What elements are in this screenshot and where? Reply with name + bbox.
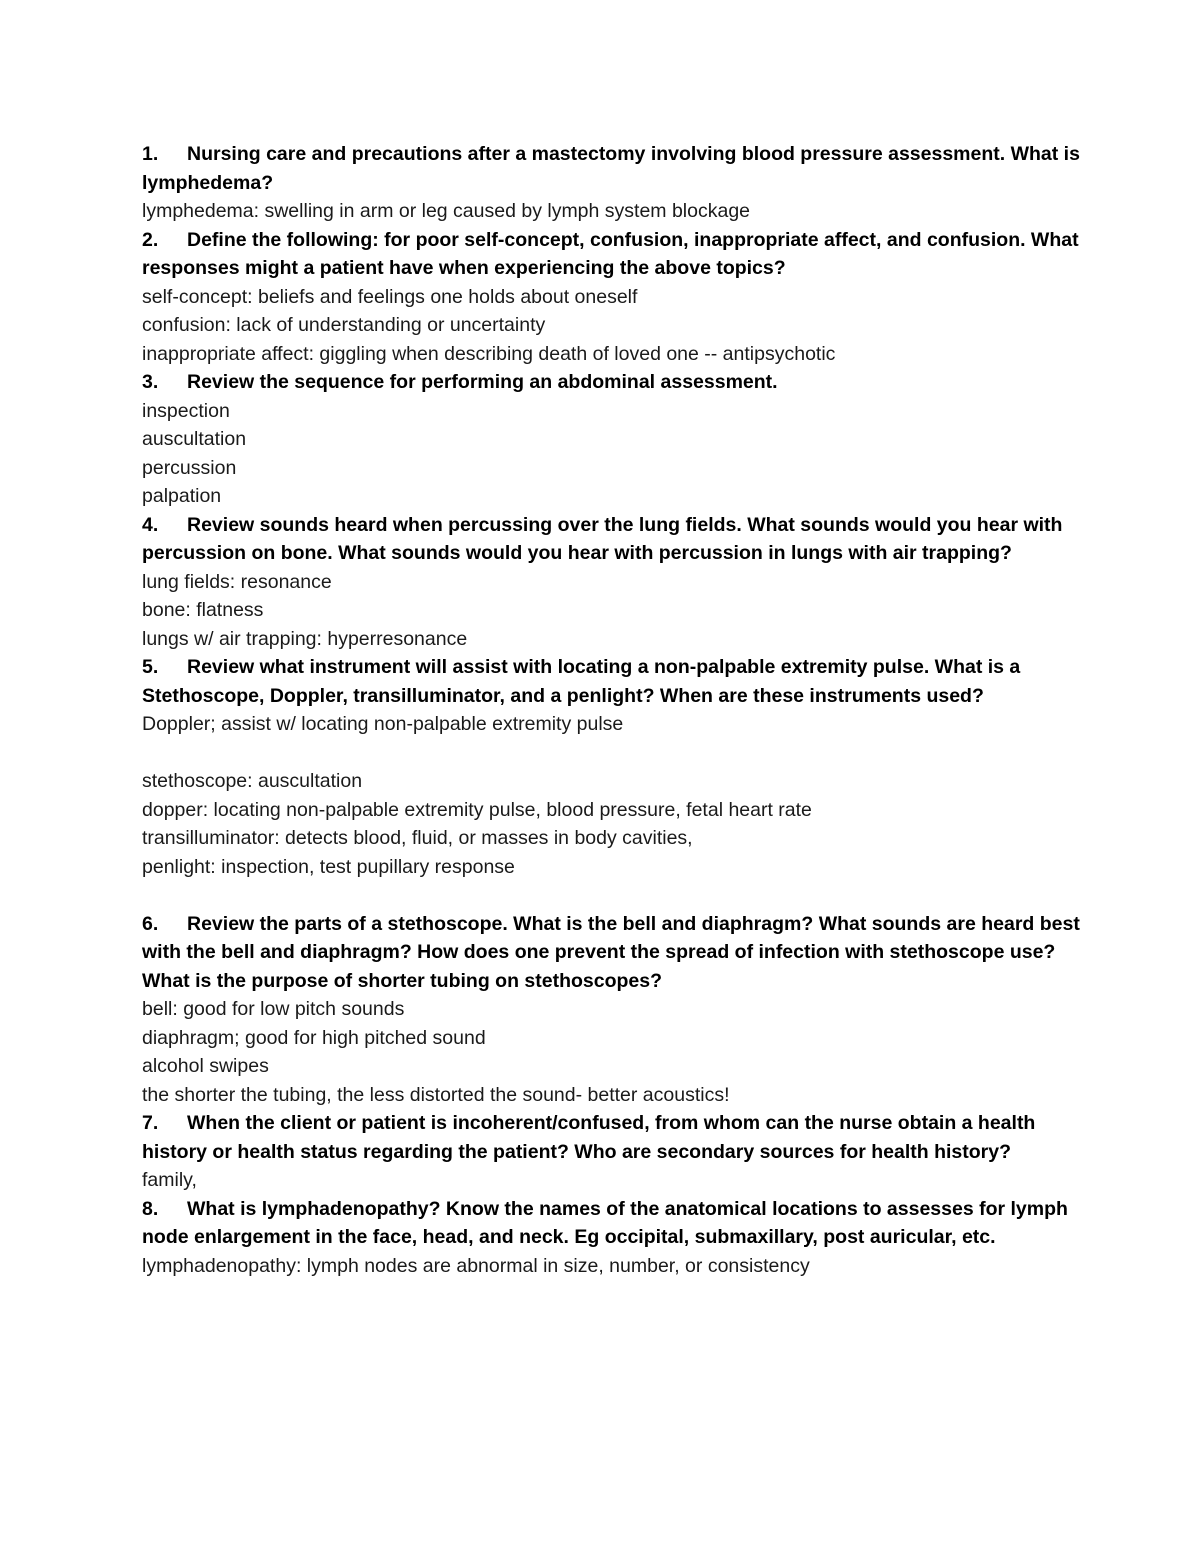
question-text: Review what instrument will assist with locating a non-palpable extremity pulse. What is a Stethoscope, Doppler, transilluminator, and a penlight? When are these instruments used? bbox=[142, 656, 1021, 707]
question-text: Nursing care and precautions after a mastectomy involving blood pressure assessment. What is lymphedema? bbox=[142, 143, 1080, 194]
answer-line: inappropriate affect: giggling when describing death of loved one -- antipsychotic bbox=[142, 342, 836, 365]
question-number: 5. bbox=[142, 656, 159, 678]
answer-line: confusion: lack of understanding or uncertainty bbox=[142, 314, 546, 336]
question-1 bbox=[142, 140, 1082, 197]
question-number: 1. bbox=[142, 143, 159, 165]
answer-line: bone: flatness bbox=[142, 599, 264, 621]
question-2 bbox=[142, 226, 1082, 283]
answer-line: Doppler; assist w/ locating non-palpable extremity pulse bbox=[142, 713, 624, 735]
answer-line: diaphragm; good for high pitched sound bbox=[142, 1026, 486, 1049]
answer-line: lung fields: resonance bbox=[142, 570, 332, 593]
answer-line bbox=[142, 881, 1082, 910]
answer-line: percussion bbox=[142, 456, 237, 479]
question-number: 6. bbox=[142, 912, 159, 935]
question-text: Review sounds heard when percussing over the lung fields. What sounds would you hear with percussion on bone. What sounds would you hear with percussion in lungs with air trapping? bbox=[142, 513, 1063, 564]
question-8 bbox=[142, 1195, 1082, 1252]
document-body bbox=[142, 140, 1082, 1280]
question-6 bbox=[142, 910, 1082, 996]
question-text: Review the parts of a stethoscope. What is the bell and diaphragm? What sounds are heard best with the bell and diaphragm? How does one prevent the spread of infection with stethoscope use? What is the purpose of shorter tubing on stethoscopes? bbox=[142, 912, 1080, 992]
answer-line: transilluminator: detects blood, fluid, or masses in body cavities, bbox=[142, 827, 693, 849]
question-number: 4. bbox=[142, 513, 159, 536]
answer-line: lymphadenopathy: lymph nodes are abnormal in size, number, or consistency bbox=[142, 1254, 810, 1277]
answer-line: lymphedema: swelling in arm or leg caused by lymph system blockage bbox=[142, 200, 751, 222]
question-5 bbox=[142, 653, 1082, 710]
question-text: When the client or patient is incoherent/confused, from whom can the nurse obtain a health history or health status regarding the patient? Who are secondary sources for health history? bbox=[142, 1112, 1036, 1163]
question-text: Review the sequence for performing an abdominal assessment. bbox=[187, 371, 778, 393]
answer-line: the shorter the tubing, the less distorted the sound- better acoustics! bbox=[142, 1083, 730, 1106]
question-number: 7. bbox=[142, 1112, 159, 1134]
question-4 bbox=[142, 511, 1082, 568]
answer-line: palpation bbox=[142, 485, 222, 507]
answer-line: dopper: locating non-palpable extremity pulse, blood pressure, fetal heart rate bbox=[142, 798, 812, 821]
answer-line: penlight: inspection, test pupillary response bbox=[142, 855, 515, 878]
question-text: What is lymphadenopathy? Know the names of the anatomical locations to assesses for lymph node enlargement in the face, head, and neck. Eg occipital, submaxillary, post auricular, etc. bbox=[142, 1197, 1068, 1248]
answer-line: auscultation bbox=[142, 428, 247, 450]
answer-line: lungs w/ air trapping: hyperresonance bbox=[142, 627, 468, 650]
question-3 bbox=[142, 368, 1082, 397]
answer-line: self-concept: beliefs and feelings one holds about oneself bbox=[142, 285, 638, 308]
answer-line: bell: good for low pitch sounds bbox=[142, 998, 405, 1020]
question-number: 8. bbox=[142, 1197, 159, 1220]
question-number: 3. bbox=[142, 371, 159, 393]
answer-line bbox=[142, 739, 1082, 768]
answer-line: alcohol swipes bbox=[142, 1055, 269, 1077]
question-text: Define the following: for poor self-concept, confusion, inappropriate affect, and confusion. What responses might a patient have when experiencing the above topics? bbox=[142, 228, 1079, 279]
question-number: 2. bbox=[142, 228, 159, 251]
question-7 bbox=[142, 1109, 1082, 1166]
answer-line: family, bbox=[142, 1169, 197, 1191]
answer-line: stethoscope: auscultation bbox=[142, 770, 363, 792]
answer-line: inspection bbox=[142, 399, 230, 422]
